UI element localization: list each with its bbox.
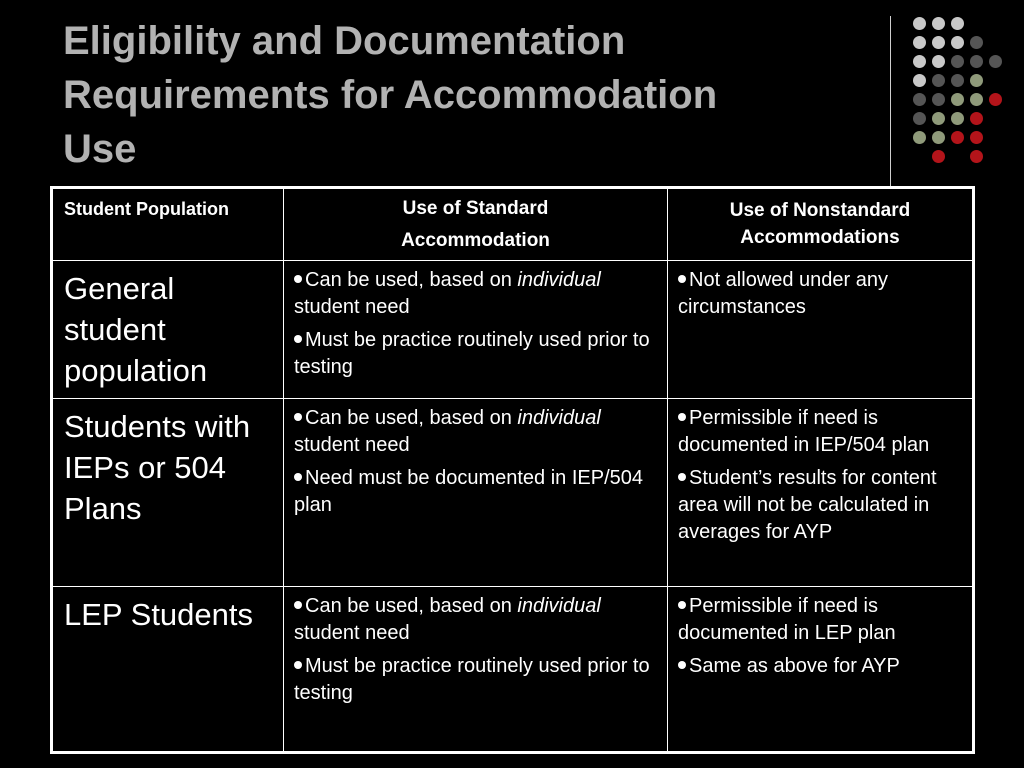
list-item: Can be used, based on individual student need — [294, 407, 601, 456]
decorative-dot — [913, 36, 926, 49]
bullet-icon — [678, 661, 686, 669]
decorative-dot — [932, 36, 945, 49]
list-item: Student’s results for content area will not be calculated in averages for AYP — [678, 467, 937, 543]
decorative-dot — [913, 74, 926, 87]
standard-cell — [284, 261, 668, 399]
header-line: Use of Standard — [402, 198, 549, 219]
decorative-dot — [932, 150, 945, 163]
accommodation-requirements-table — [50, 186, 975, 754]
table-row — [52, 399, 974, 587]
bullet-icon — [294, 661, 302, 669]
bullet-icon — [678, 601, 686, 609]
decorative-dot — [932, 93, 945, 106]
list-item: Permissible if need is documented in IEP/504 plan — [678, 407, 930, 456]
decorative-divider-line — [890, 16, 891, 186]
list-item: Can be used, based on individual student need — [294, 269, 601, 318]
header-nonstandard-accommodations: Use of Nonstandard Accommodations — [668, 188, 974, 261]
decorative-dot — [970, 150, 983, 163]
list-item: Can be used, based on individual student need — [294, 595, 601, 644]
bullet-icon — [294, 335, 302, 343]
decorative-dot — [932, 112, 945, 125]
population-cell: General student population — [52, 261, 284, 399]
decorative-dot — [913, 17, 926, 30]
decorative-dot — [970, 112, 983, 125]
bullet-icon — [294, 413, 302, 421]
table-header-row — [52, 188, 974, 261]
header-student-population: Student Population — [52, 188, 284, 261]
title-line: Eligibility and Documentation — [63, 19, 626, 63]
decorative-dot — [932, 55, 945, 68]
bullet-icon — [294, 473, 302, 481]
bullet-icon — [294, 601, 302, 609]
decorative-dot — [951, 36, 964, 49]
decorative-dot — [913, 131, 926, 144]
list-item: Must be practice routinely used prior to testing — [294, 329, 650, 378]
nonstandard-cell — [668, 399, 974, 587]
header-standard-accommodation — [284, 188, 668, 261]
list-item: Must be practice routinely used prior to testing — [294, 655, 650, 704]
bullet-icon — [678, 413, 686, 421]
bullet-icon — [678, 473, 686, 481]
table-row — [52, 587, 974, 753]
title-line: Requirements for Accommodation — [63, 73, 718, 117]
decorative-dot — [989, 93, 1002, 106]
decorative-dot — [913, 93, 926, 106]
decorative-dot — [951, 74, 964, 87]
list-item: Need must be documented in IEP/504 plan — [294, 467, 643, 516]
decorative-dot — [970, 131, 983, 144]
decorative-dot — [951, 17, 964, 30]
bullet-icon — [678, 275, 686, 283]
decorative-dot — [970, 36, 983, 49]
population-cell: Students with IEPs or 504 Plans — [52, 399, 284, 587]
list-item: Same as above for AYP — [678, 653, 964, 680]
decorative-dot — [932, 131, 945, 144]
decorative-dot — [913, 112, 926, 125]
decorative-dot — [970, 93, 983, 106]
bullet-icon — [294, 275, 302, 283]
nonstandard-cell — [668, 587, 974, 753]
table-row — [52, 261, 974, 399]
list-item: Permissible if need is documented in LEP plan — [678, 595, 896, 644]
decorative-dot — [932, 17, 945, 30]
decorative-dot — [951, 112, 964, 125]
decorative-dot — [951, 131, 964, 144]
decorative-dot — [951, 93, 964, 106]
standard-cell — [284, 399, 668, 587]
decorative-dot — [989, 55, 1002, 68]
decorative-dot — [970, 74, 983, 87]
title-line: Use — [63, 127, 137, 171]
decorative-dot — [913, 55, 926, 68]
standard-cell — [284, 587, 668, 753]
decorative-dot — [951, 55, 964, 68]
list-item: Not allowed under any circumstances — [678, 269, 889, 318]
population-cell: LEP Students — [52, 587, 284, 753]
slide-title — [63, 14, 843, 176]
decorative-dot — [970, 55, 983, 68]
header-line: Accommodation — [401, 230, 550, 251]
decorative-dot — [932, 74, 945, 87]
nonstandard-cell — [668, 261, 974, 399]
